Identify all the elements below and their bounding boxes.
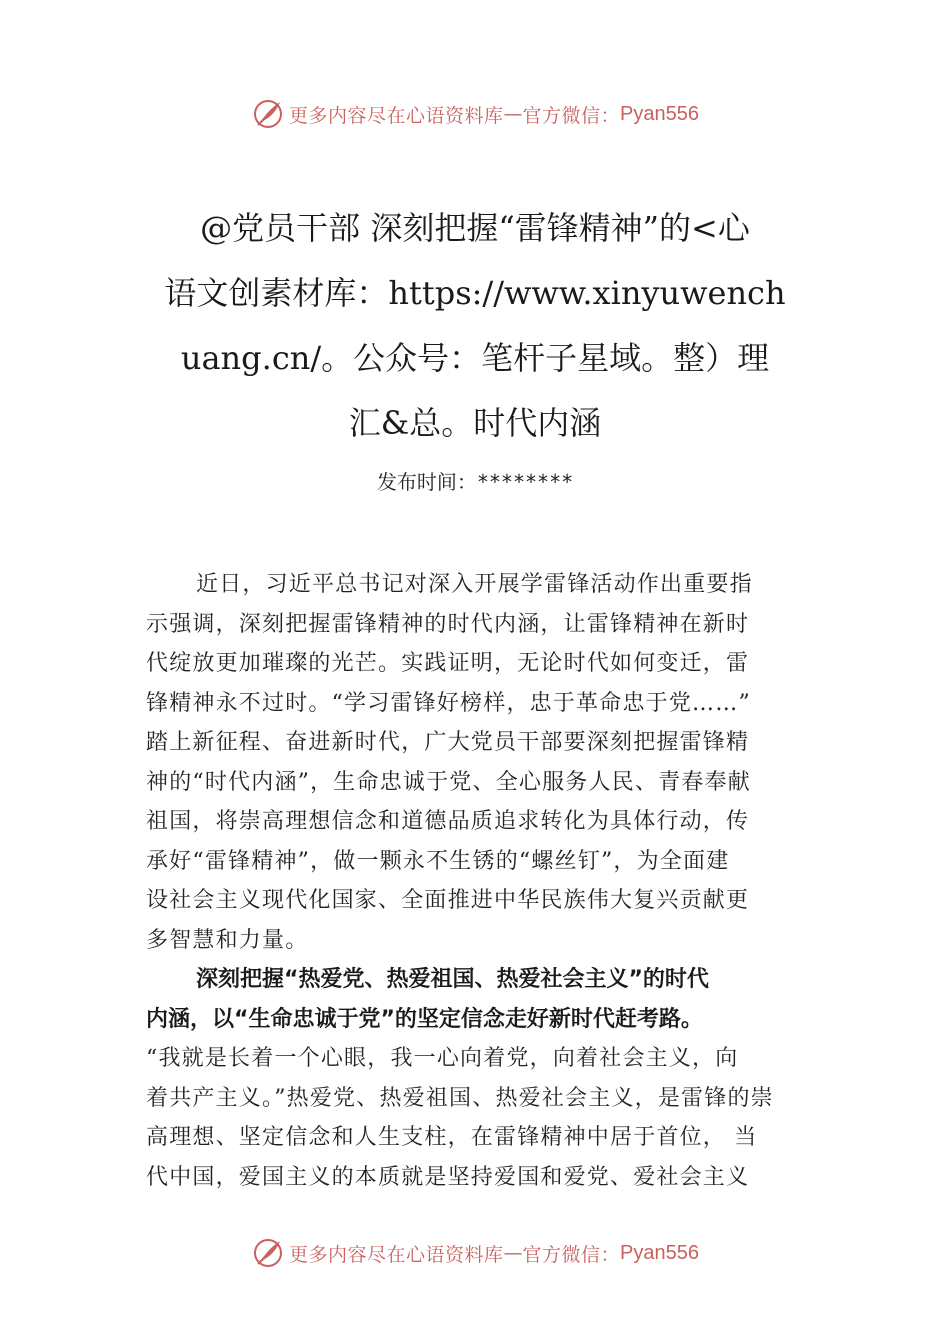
paragraph-line: 多智慧和力量。 [146, 927, 309, 953]
banner-wechat-label: 官方微信： [522, 104, 621, 127]
heading-line: 内涵，以“生命忠诚于党”的坚定信念走好新时代赶考路。 [146, 1006, 703, 1032]
title-line: 汇&总。时代内涵 [348, 404, 602, 442]
paragraph-line: 承好“雷锋精神”，做一颗永不生锈的“螺丝钉”，为全面建 [146, 848, 730, 874]
document-body [146, 565, 816, 1197]
banner-separator: — [503, 103, 523, 125]
publish-time: 发布时间：******** [376, 470, 574, 494]
paragraph-line: 代中国，爱国主义的本质就是坚持爱国和爱党、爱社会主义 [146, 1164, 750, 1190]
paragraph-line: 近日，习近平总书记对深入开展学雷锋活动作出重要指 [196, 572, 753, 597]
heading-line: 深刻把握“热爱党、热爱祖国、热爱社会主义”的时代 [196, 967, 709, 992]
footer-banner [0, 1233, 950, 1273]
banner-text: 更多内容尽在心语资料库 [289, 1243, 504, 1266]
title-line: @党员干部 深刻把握“雷锋精神”的<心 [200, 209, 750, 247]
title-line: uang.cn/。公众号：笔杆子星域。整）理 [180, 339, 770, 377]
paragraph-line: 代绽放更加璀璨的光芒。实践证明，无论时代如何变迁，雷 [146, 651, 750, 676]
paragraph-line: 示强调，深刻把握雷锋精神的时代内涵，让雷锋精神在新时 [146, 611, 750, 637]
header-banner [0, 94, 950, 134]
paragraph-line: 高理想、坚定信念和人生支柱，在雷锋精神中居于首位， 当 [146, 1125, 758, 1150]
banner-wechat-id: Pyan556 [620, 102, 699, 125]
paragraph-line: 着共产主义。”热爱党、热爱祖国、热爱社会主义，是雷锋的崇 [146, 1085, 774, 1111]
paragraph-line: 锋精神永不过时。“学习雷锋好榜样，忠于革命忠于党……” [146, 690, 751, 716]
paragraph [146, 1039, 816, 1197]
document-title [145, 196, 805, 456]
banner-separator: — [503, 1242, 523, 1264]
quill-feather-logo-icon [251, 1236, 285, 1270]
paragraph-line: 祖国，将崇高理想信念和道德品质追求转化为具体行动，传 [146, 809, 750, 834]
paragraph-line: 神的“时代内涵”，生命忠诚于党、全心服务人民、青春奉献 [146, 769, 751, 795]
quill-feather-logo-icon [251, 97, 285, 131]
title-line: 语文创素材库：https://www.xinyuwench [164, 274, 786, 312]
section-heading [146, 960, 816, 1039]
banner-wechat-id: Pyan556 [620, 1241, 699, 1264]
paragraph-line: “我就是长着一个心眼，我一心向着党，向着社会主义，向 [146, 1046, 739, 1071]
paragraph-line: 设社会主义现代化国家、全面推进中华民族伟大复兴贡献更 [146, 888, 750, 913]
paragraph-line: 踏上新征程、奋进新时代，广大党员干部要深刻把握雷锋精 [146, 730, 750, 755]
banner-wechat-label: 官方微信： [522, 1243, 621, 1266]
banner-text: 更多内容尽在心语资料库 [289, 104, 504, 127]
paragraph [146, 565, 816, 960]
